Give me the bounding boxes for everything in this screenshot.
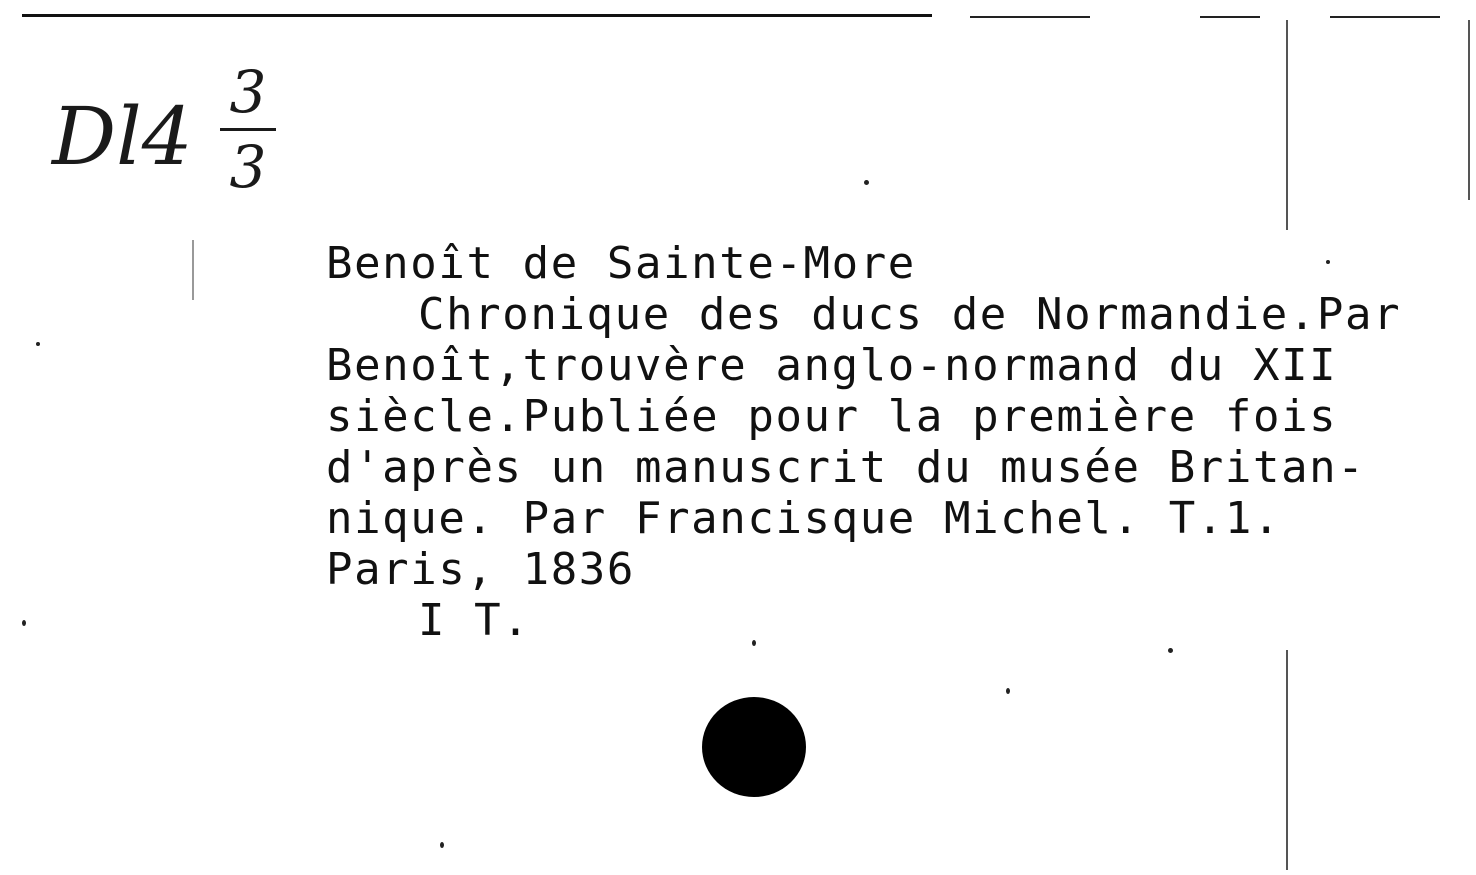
- top-rule-dash: [1200, 16, 1260, 18]
- scan-line: [1286, 20, 1288, 230]
- speck: [1006, 688, 1010, 694]
- catalog-entry: [326, 238, 1476, 646]
- speck: [22, 620, 26, 626]
- call-number-fraction: [220, 58, 276, 201]
- call-number-denominator: 3: [229, 133, 267, 201]
- speck: [864, 180, 869, 185]
- scan-line: [192, 240, 194, 300]
- title-line: siècle.Publiée pour la première fois: [326, 391, 1338, 442]
- punch-hole: [702, 697, 806, 797]
- author-heading: Benoît de Sainte-More: [326, 238, 916, 289]
- title-line: d'après un manuscrit du musée Britan-: [326, 442, 1366, 493]
- top-rule-dash: [1330, 16, 1440, 18]
- speck: [440, 842, 444, 848]
- imprint-line: Paris, 1836: [326, 544, 635, 595]
- scan-line: [1286, 650, 1288, 870]
- top-rule-dash: [970, 16, 1090, 18]
- title-line: nique. Par Francisque Michel. T.1.: [326, 493, 1282, 544]
- speck: [36, 342, 40, 346]
- call-number-numerator: 3: [229, 58, 267, 126]
- call-number-main: Dl4: [52, 90, 193, 183]
- title-line: Benoît,trouvère anglo-normand du XII: [326, 340, 1338, 391]
- top-rule: [22, 14, 932, 17]
- fraction-bar: [220, 128, 276, 131]
- volume-note: I T.: [418, 595, 531, 646]
- title-line: Chronique des ducs de Normandie.Par: [418, 289, 1402, 340]
- scan-line: [1468, 20, 1470, 200]
- speck: [1168, 648, 1173, 653]
